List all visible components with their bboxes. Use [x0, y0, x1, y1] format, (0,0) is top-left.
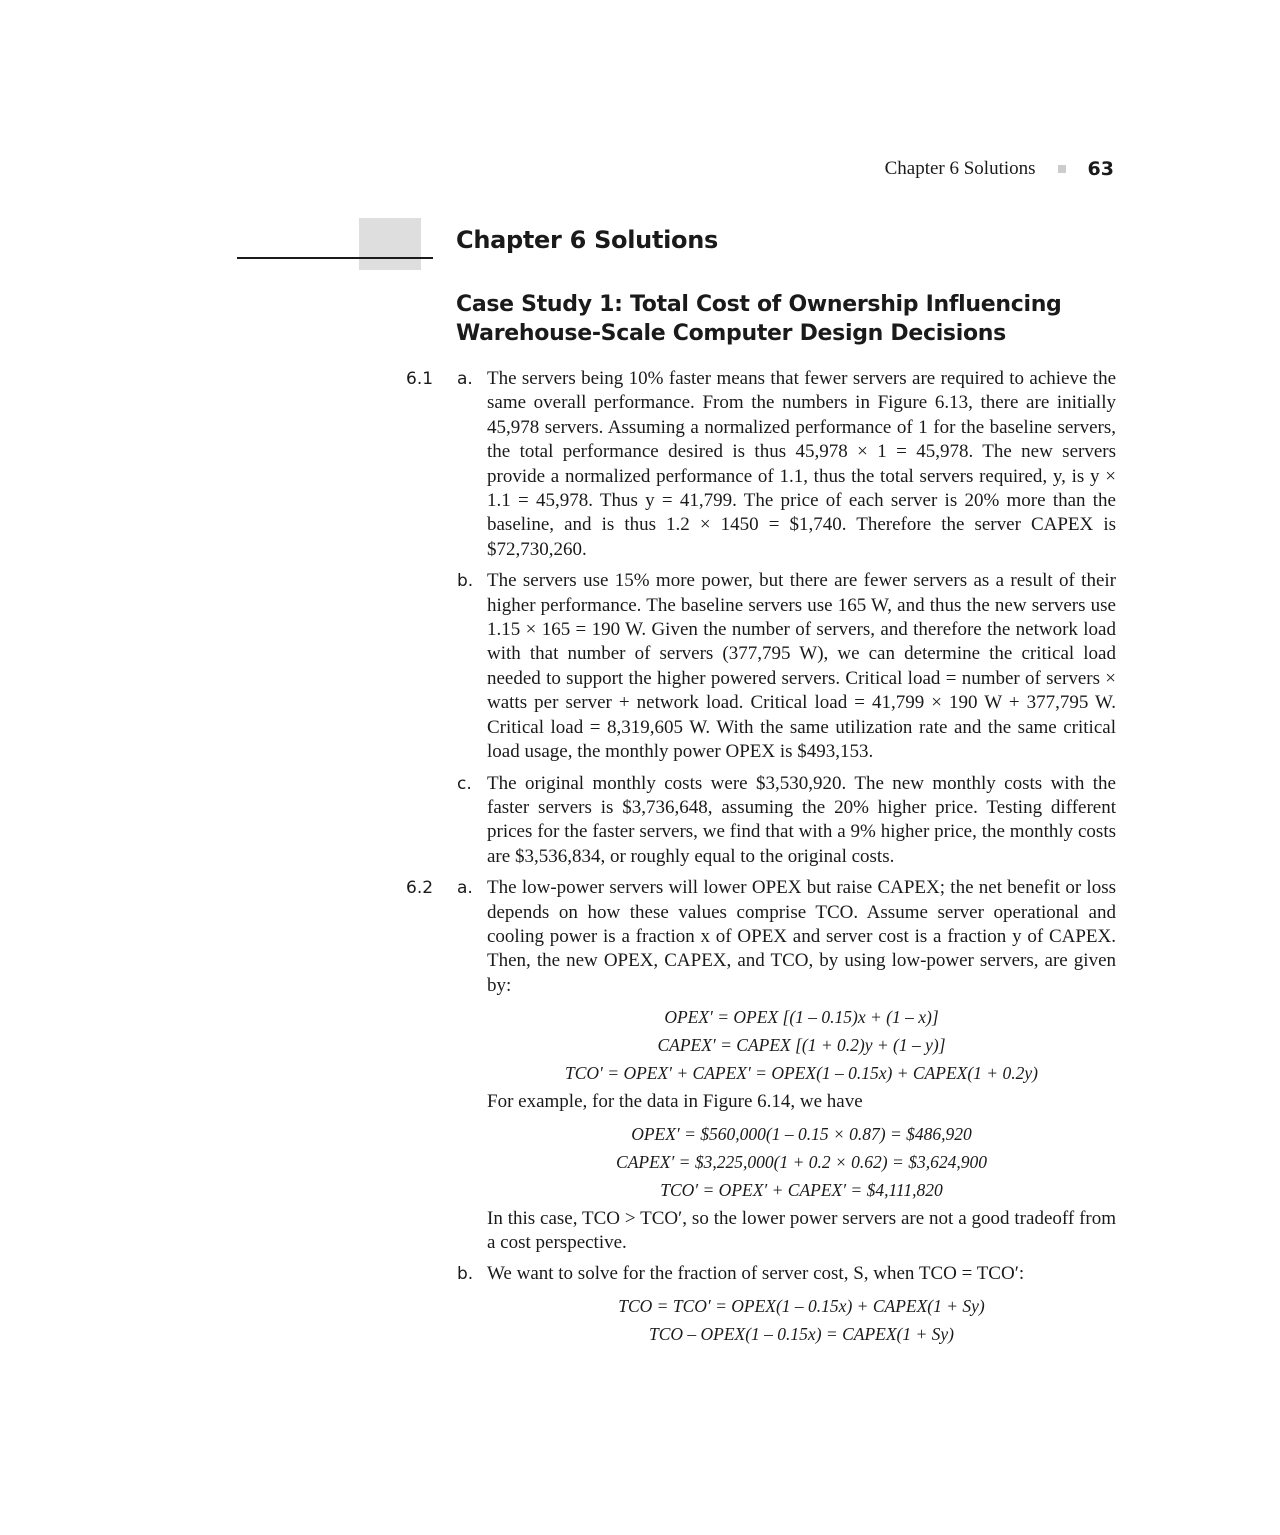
running-header	[885, 158, 1114, 180]
part-letter: a.	[457, 369, 473, 389]
running-title: Chapter 6 Solutions	[884, 158, 1036, 179]
equation-block	[487, 1003, 1116, 1087]
exercise-part-a	[400, 367, 1116, 562]
example-equation-opex: OPEX′ = $560,000(1 – 0.15 × 0.87) = $486,920	[631, 1123, 972, 1144]
exercise-6-1	[400, 367, 1116, 869]
equation-tco-rearranged: TCO – OPEX(1 – 0.15x) = CAPEX(1 + Sy)	[648, 1323, 955, 1344]
chapter-rule-divider	[237, 257, 433, 259]
chapter-title: Chapter 6 Solutions	[456, 226, 719, 254]
square-bullet-icon	[1058, 165, 1066, 173]
case-study-title-line1: Case Study 1: Total Cost of Ownership Influencing	[456, 292, 1062, 317]
equation-opex: OPEX′ = OPEX [(1 – 0.15)x + (1 – x)]	[664, 1007, 939, 1028]
exercise-number: 6.2	[406, 878, 434, 899]
part-letter: b.	[457, 571, 474, 592]
example-equation-tco: TCO′ = OPEX′ + CAPEX′ = $4,111,820	[660, 1179, 943, 1200]
equation-tco: TCO′ = OPEX′ + CAPEX′ = OPEX(1 – 0.15x) + CAPEX(1 + 0.2y)	[565, 1063, 1038, 1084]
chapter-tab-decoration	[359, 218, 421, 270]
part-text: The servers being 10% faster means that fewer servers are required to achieve the same overall performance. From the numbers in Figure 6.13, there are initially 45,978 servers. Assuming a normalized performance of 1 for the baseline servers, the total performance desired is thus 45,978 × 1 = 45,978. The new servers provide a normalized performance of 1.1, thus the total servers required, y, is y × 1.1 = 45,978. Thus y = 41,799. The price of each server is 20% more than the baseline, and is thus 1.2 × 1450 = $1,740. Therefore the server CAPEX is $72,730,260.	[487, 368, 1116, 560]
part-text: We want to solve for the fraction of server cost, S, when TCO = TCO′:	[487, 1263, 1025, 1285]
equation-tco-balance: TCO = TCO′ = OPEX(1 – 0.15x) + CAPEX(1 + Sy)	[618, 1295, 985, 1316]
exercise-part-c	[400, 772, 1116, 870]
exercise-part-b	[400, 1262, 1116, 1347]
case-study-title-line2: Warehouse-Scale Computer Design Decisions	[456, 321, 1006, 346]
equation-block	[487, 1292, 1116, 1348]
exercise-number: 6.1	[406, 369, 434, 389]
page-number: 63	[1087, 158, 1114, 180]
part-text: The servers use 15% more power, but there are fewer servers as a result of their higher performance. The baseline servers use 165 W, and thus the new servers use 1.15 × 165 = 190 W. Given the number of servers, and therefore the network load with that number of servers (377,795 W), we can determine the critical load needed to support the higher powered servers. Critical load = number of servers × watts per server + network load. Critical load = 41,799 × 190 W + 377,795 W. Critical load = 8,319,605 W. With the same utilization rate and the same critical load usage, the monthly power OPEX is $493,153.	[487, 570, 1116, 763]
part-letter: c.	[457, 773, 472, 794]
conclusion-text: In this case, TCO > TCO′, so the lower power servers are not a good tradeoff from a cost perspective.	[487, 1207, 1116, 1253]
example-equation-block	[487, 1120, 1116, 1204]
example-intro: For example, for the data in Figure 6.14, we have	[487, 1091, 863, 1113]
solutions-body	[400, 367, 1116, 1355]
equation-capex: CAPEX′ = CAPEX [(1 + 0.2)y + (1 – y)]	[657, 1035, 946, 1056]
exercise-part-b	[400, 569, 1116, 764]
example-equation-capex: CAPEX′ = $3,225,000(1 + 0.2 × 0.62) = $3,624,900	[616, 1151, 987, 1172]
exercise-6-2	[400, 876, 1116, 1348]
part-letter: a.	[457, 878, 473, 899]
exercise-part-a	[400, 876, 1116, 1255]
part-text: The original monthly costs were $3,530,920. The new monthly costs with the faster servers is $3,736,648, assuming the 20% higher price. Testing different prices for the faster servers, we find that with a 9% higher price, the monthly costs are $3,536,834, or roughly equal to the original costs.	[487, 772, 1116, 867]
part-letter: b.	[457, 1264, 474, 1285]
part-text: The low-power servers will lower OPEX but raise CAPEX; the net benefit or loss depends on how these values comprise TCO. Assume server operational and cooling power is a fraction x of OPEX and server cost is a fraction y of CAPEX. Then, the new OPEX, CAPEX, and TCO, by using low-power servers, are given by:	[487, 877, 1116, 996]
case-study-title	[456, 290, 1062, 348]
